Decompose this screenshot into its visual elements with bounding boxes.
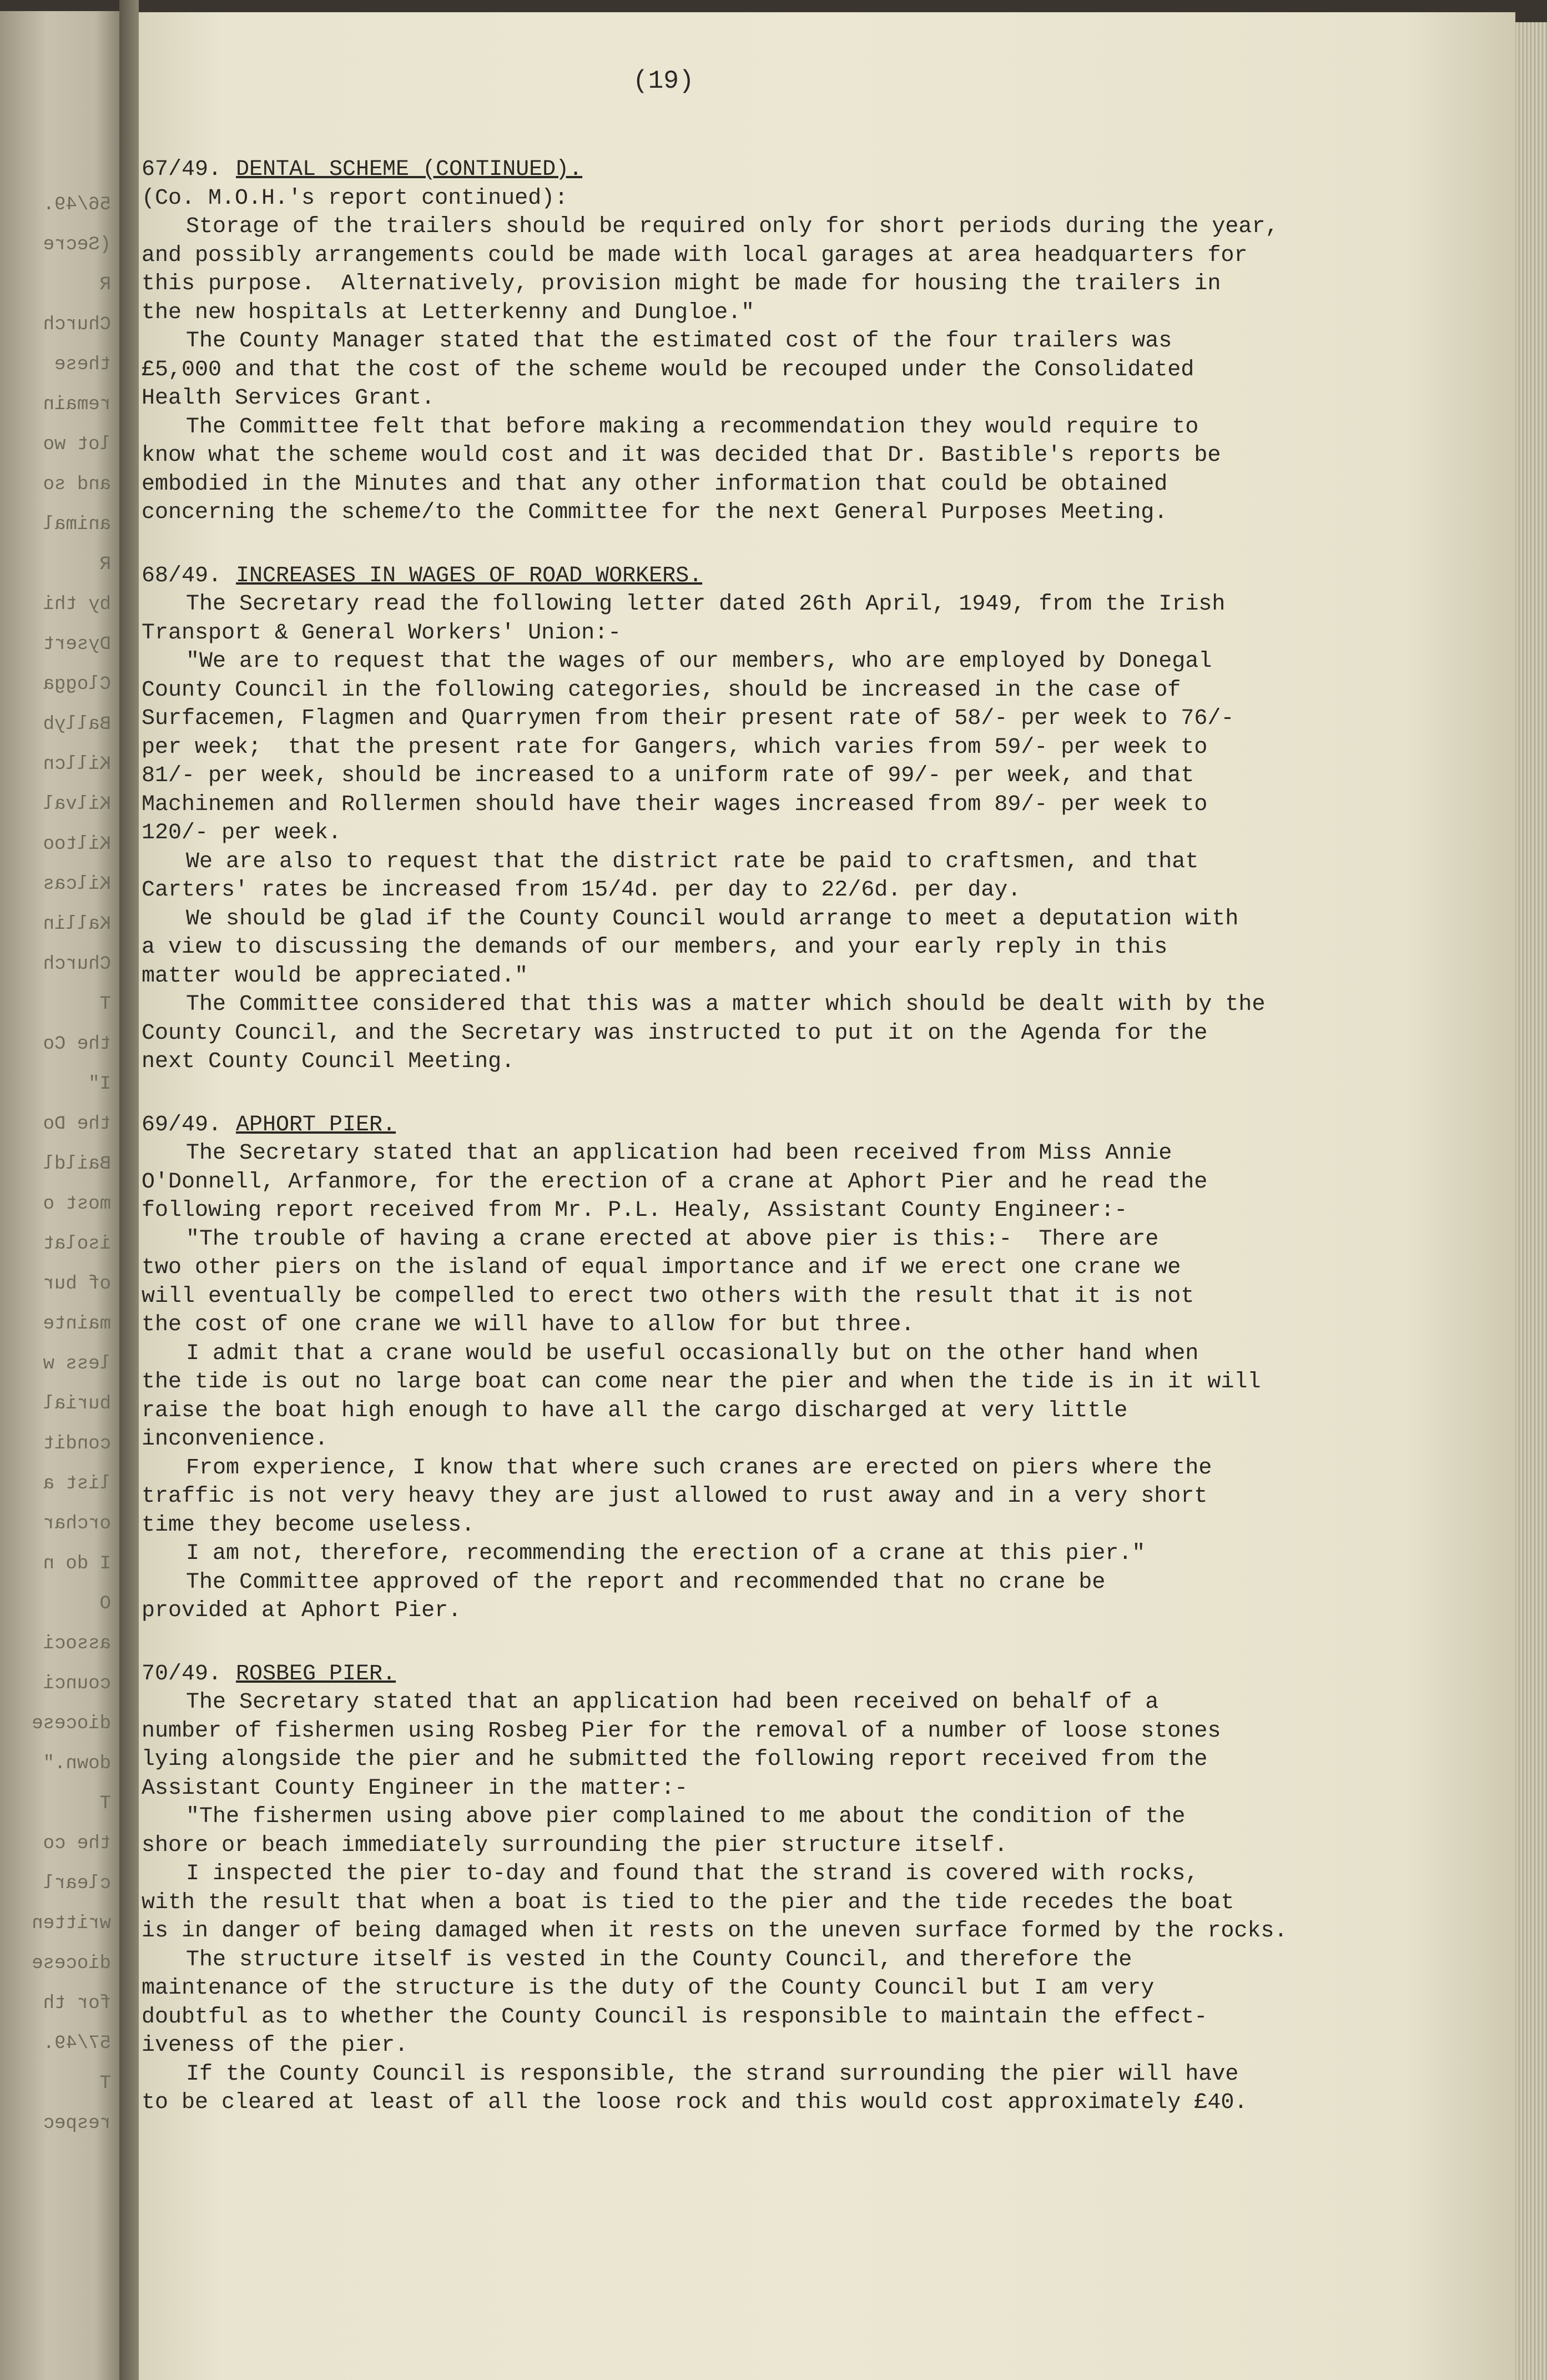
text-line: We are also to request that the district rate be paid to craftsmen, and that [186, 849, 1199, 874]
minutes-body [142, 155, 1318, 2152]
facing-page-fragment: Kiltoo [43, 834, 111, 854]
facing-page-fragment: Baildl [43, 1154, 111, 1174]
facing-page-fragment: animal [43, 514, 111, 534]
text-line: (Co. M.O.H.'s report continued): [142, 185, 568, 211]
text-line: County Council, and the Secretary was instructed to put it on the Agenda for the [142, 1020, 1208, 1046]
facing-page-fragment: condit [43, 1433, 111, 1453]
facing-page-fragment: counci [43, 1673, 111, 1693]
minute-number: 69/49. [142, 1112, 222, 1138]
section-header [142, 155, 1318, 184]
text-line: lying alongside the pier and he submitted the following report received from the [142, 1747, 1208, 1772]
text-line: The Committee felt that before making a recommendation they would require to [186, 414, 1199, 440]
text-line: shore or beach immediately surrounding the pier structure itself. [142, 1833, 1008, 1858]
facing-page-fragment: mainte [43, 1314, 111, 1334]
text-line: If the County Council is responsible, the strand surrounding the pier will have [186, 2061, 1239, 2087]
text-line: traffic is not very heavy they are just allowed to rust away and in a very short [142, 1484, 1208, 1509]
facing-page-fragment: O [99, 1593, 111, 1613]
text-line: From experience, I know that where such cranes are erected on piers where the [186, 1455, 1212, 1481]
text-line: this purpose. Alternatively, provision might be made for housing the trailers in [142, 271, 1221, 296]
page-number: (19) [633, 67, 694, 95]
text-line: The Committee approved of the report and recommended that no crane be [186, 1569, 1106, 1595]
text-line: Health Services Grant. [142, 386, 435, 411]
facing-page-fragment: of bur [43, 1274, 111, 1294]
facing-page-fragment: the Do [43, 1114, 111, 1134]
text-line: "The fishermen using above pier complained to me about the condition of the [186, 1804, 1186, 1829]
minute-number: 70/49. [142, 1661, 222, 1687]
facing-page-fragment: orchar [43, 1513, 111, 1533]
minute-number: 67/49. [142, 157, 222, 182]
text-line: I inspected the pier to-day and found that the strand is covered with rocks, [186, 1861, 1199, 1886]
book-gutter [119, 0, 139, 2380]
section-heading: APHORT PIER. [236, 1112, 396, 1138]
facing-page-fragment: the co [43, 1833, 111, 1853]
text-line: We should be glad if the County Council would arrange to meet a deputation with [186, 906, 1239, 932]
text-line: 81/- per week, should be increased to a uniform rate of 99/- per week, and that [142, 763, 1195, 788]
text-line: The Committee considered that this was a matter which should be dealt with by the [186, 992, 1266, 1017]
text-line: per week; that the present rate for Gangers, which varies from 59/- per week to [142, 734, 1208, 760]
facing-page-fragment: Ballyb [43, 714, 111, 734]
text-line: County Council in the following categories, should be increased in the case of [142, 677, 1181, 703]
text-line: iveness of the pier. [142, 2033, 409, 2058]
text-line: The County Manager stated that the estimated cost of the four trailers was [186, 329, 1172, 354]
text-line: "The trouble of having a crane erected at above pier is this:- There are [186, 1226, 1159, 1252]
facing-page-fragment: Dysert [43, 634, 111, 654]
text-line: inconvenience. [142, 1427, 329, 1452]
text-line: Machinemen and Rollermen should have their wages increased from 89/- per week to [142, 792, 1208, 817]
text-line: the new hospitals at Letterkenny and Dungloe." [142, 300, 755, 325]
facing-page-fragment: Killcn [43, 754, 111, 774]
text-line: matter would be appreciated." [142, 963, 528, 989]
text-line: and possibly arrangements could be made with local garages at area headquarters for [142, 243, 1248, 268]
facing-page-fragment: most o [43, 1194, 111, 1214]
facing-page-fragment: down." [43, 1753, 111, 1773]
page-edges [1515, 22, 1547, 2380]
facing-page-fragment: list a [43, 1473, 111, 1493]
facing-page-fragment: and so [43, 474, 111, 494]
text-line: next County Council Meeting. [142, 1049, 515, 1074]
text-line: "We are to request that the wages of our members, who are employed by Donegal [186, 649, 1212, 674]
facing-page-fragment: written [32, 1913, 111, 1933]
facing-page-fragment: remain [43, 394, 111, 414]
text-line: will eventually be compelled to erect two others with the result that it is not [142, 1284, 1195, 1309]
text-line: following report received from Mr. P.L. Healy, Assistant County Engineer:- [142, 1198, 1128, 1223]
text-line: maintenance of the structure is the duty of the County Council but I am very [142, 1976, 1155, 2001]
facing-page-fragment: I do n [43, 1553, 111, 1573]
text-line: I am not, therefore, recommending the erection of a crane at this pier." [186, 1541, 1146, 1566]
minute-section [142, 1111, 1318, 1626]
facing-page-fragment: 56/49. [43, 194, 111, 214]
text-line: raise the boat high enough to have all the cargo discharged at very little [142, 1398, 1128, 1423]
facing-page-fragment: lot wo [43, 434, 111, 454]
text-line: The Secretary stated that an application had been received on behalf of a [186, 1690, 1159, 1715]
facing-page-fragment: Kilval [43, 794, 111, 814]
facing-page-fragment: respec [43, 2113, 111, 2133]
facing-page-fragment: diocese [32, 1953, 111, 1973]
text-line: 120/- per week. [142, 821, 342, 846]
facing-page-fragment: the Co [43, 1034, 111, 1054]
facing-page-fragment: Church [43, 314, 111, 334]
text-line: know what the scheme would cost and it was decided that Dr. Bastible's reports be [142, 443, 1221, 468]
text-line: is in danger of being damaged when it rests on the uneven surface formed by the rocks. [142, 1919, 1288, 1944]
section-header [142, 1660, 1318, 1689]
text-line: the cost of one crane we will have to allow for but three. [142, 1312, 915, 1337]
facing-page-fragment: R [99, 274, 111, 294]
facing-page-fragment: Clogga [43, 674, 111, 694]
minute-section [142, 1660, 1318, 2117]
facing-page-fragment: T [99, 1793, 111, 1813]
section-header [142, 1111, 1318, 1140]
facing-page-fragment: T [99, 994, 111, 1014]
facing-page-fragment: clearl [43, 1873, 111, 1893]
text-line: a view to discussing the demands of our members, and your early reply in this [142, 935, 1168, 960]
facing-page-fragment: T [99, 2073, 111, 2093]
facing-page-fragment: (Secre [43, 234, 111, 254]
facing-page-fragment: for th [43, 1993, 111, 2013]
text-line: Carters' rates be increased from 15/4d. per day to 22/6d. per day. [142, 878, 1021, 903]
text-line: provided at Aphort Pier. [142, 1598, 462, 1623]
text-line: The Secretary read the following letter dated 26th April, 1949, from the Irish [186, 592, 1226, 617]
section-header [142, 562, 1318, 591]
minute-section [142, 562, 1318, 1076]
text-line: doubtful as to whether the County Council is responsible to maintain the effect- [142, 2004, 1208, 2030]
facing-page-fragment: R [99, 554, 111, 574]
text-line: to be cleared at least of all the loose rock and this would cost approximately £40. [142, 2090, 1248, 2115]
facing-page-fragment: Kilcas [43, 874, 111, 894]
facing-page-fragment: 57/49. [43, 2033, 111, 2053]
text-line: The structure itself is vested in the County Council, and therefore the [186, 1947, 1132, 1973]
text-line: The Secretary stated that an application had been received from Miss Annie [186, 1141, 1172, 1166]
facing-page-fragment: these [54, 354, 111, 374]
text-line: two other piers on the island of equal importance and if we erect one crane we [142, 1255, 1181, 1280]
facing-page-fragment: Church [43, 954, 111, 974]
text-line: O'Donnell, Arfanmore, for the erection of a crane at Aphort Pier and he read the [142, 1169, 1208, 1195]
text-line: embodied in the Minutes and that any other information that could be obtained [142, 471, 1168, 497]
text-line: Surfacemen, Flagmen and Quarrymen from their present rate of 58/- per week to 76/- [142, 706, 1234, 731]
facing-page-fragment: I" [88, 1074, 111, 1094]
text-line: Storage of the trailers should be required only for short periods during the year, [186, 214, 1279, 239]
facing-page-fragment: less w [43, 1353, 111, 1373]
section-heading: DENTAL SCHEME (CONTINUED). [236, 157, 583, 182]
text-line: Assistant County Engineer in the matter:- [142, 1775, 688, 1801]
text-line: number of fishermen using Rosbeg Pier for the removal of a number of loose stones [142, 1718, 1221, 1744]
text-line: Transport & General Workers' Union:- [142, 620, 622, 646]
facing-page-fragment: burial [43, 1393, 111, 1413]
text-line: with the result that when a boat is tied to the pier and the tide recedes the boat [142, 1890, 1234, 1915]
facing-page-fragment: diocese [32, 1713, 111, 1733]
minute-number: 68/49. [142, 563, 222, 588]
facing-page-fragment: Kallin [43, 914, 111, 934]
text-line: the tide is out no large boat can come near the pier and when the tide is in it will [142, 1370, 1261, 1395]
facing-page-fragment: associ [43, 1633, 111, 1653]
section-heading: ROSBEG PIER. [236, 1661, 396, 1687]
text-line: concerning the scheme/to the Committee for the next General Purposes Meeting. [142, 500, 1168, 525]
minute-section [142, 155, 1318, 527]
section-heading: INCREASES IN WAGES OF ROAD WORKERS. [236, 563, 703, 588]
text-line: time they become useless. [142, 1512, 475, 1538]
text-line: I admit that a crane would be useful occasionally but on the other hand when [186, 1341, 1199, 1366]
facing-page-fragment: isolat [43, 1234, 111, 1254]
text-line: £5,000 and that the cost of the scheme would be recouped under the Consolidated [142, 357, 1195, 383]
facing-page [0, 11, 119, 2380]
facing-page-fragment: by thi [43, 594, 111, 614]
